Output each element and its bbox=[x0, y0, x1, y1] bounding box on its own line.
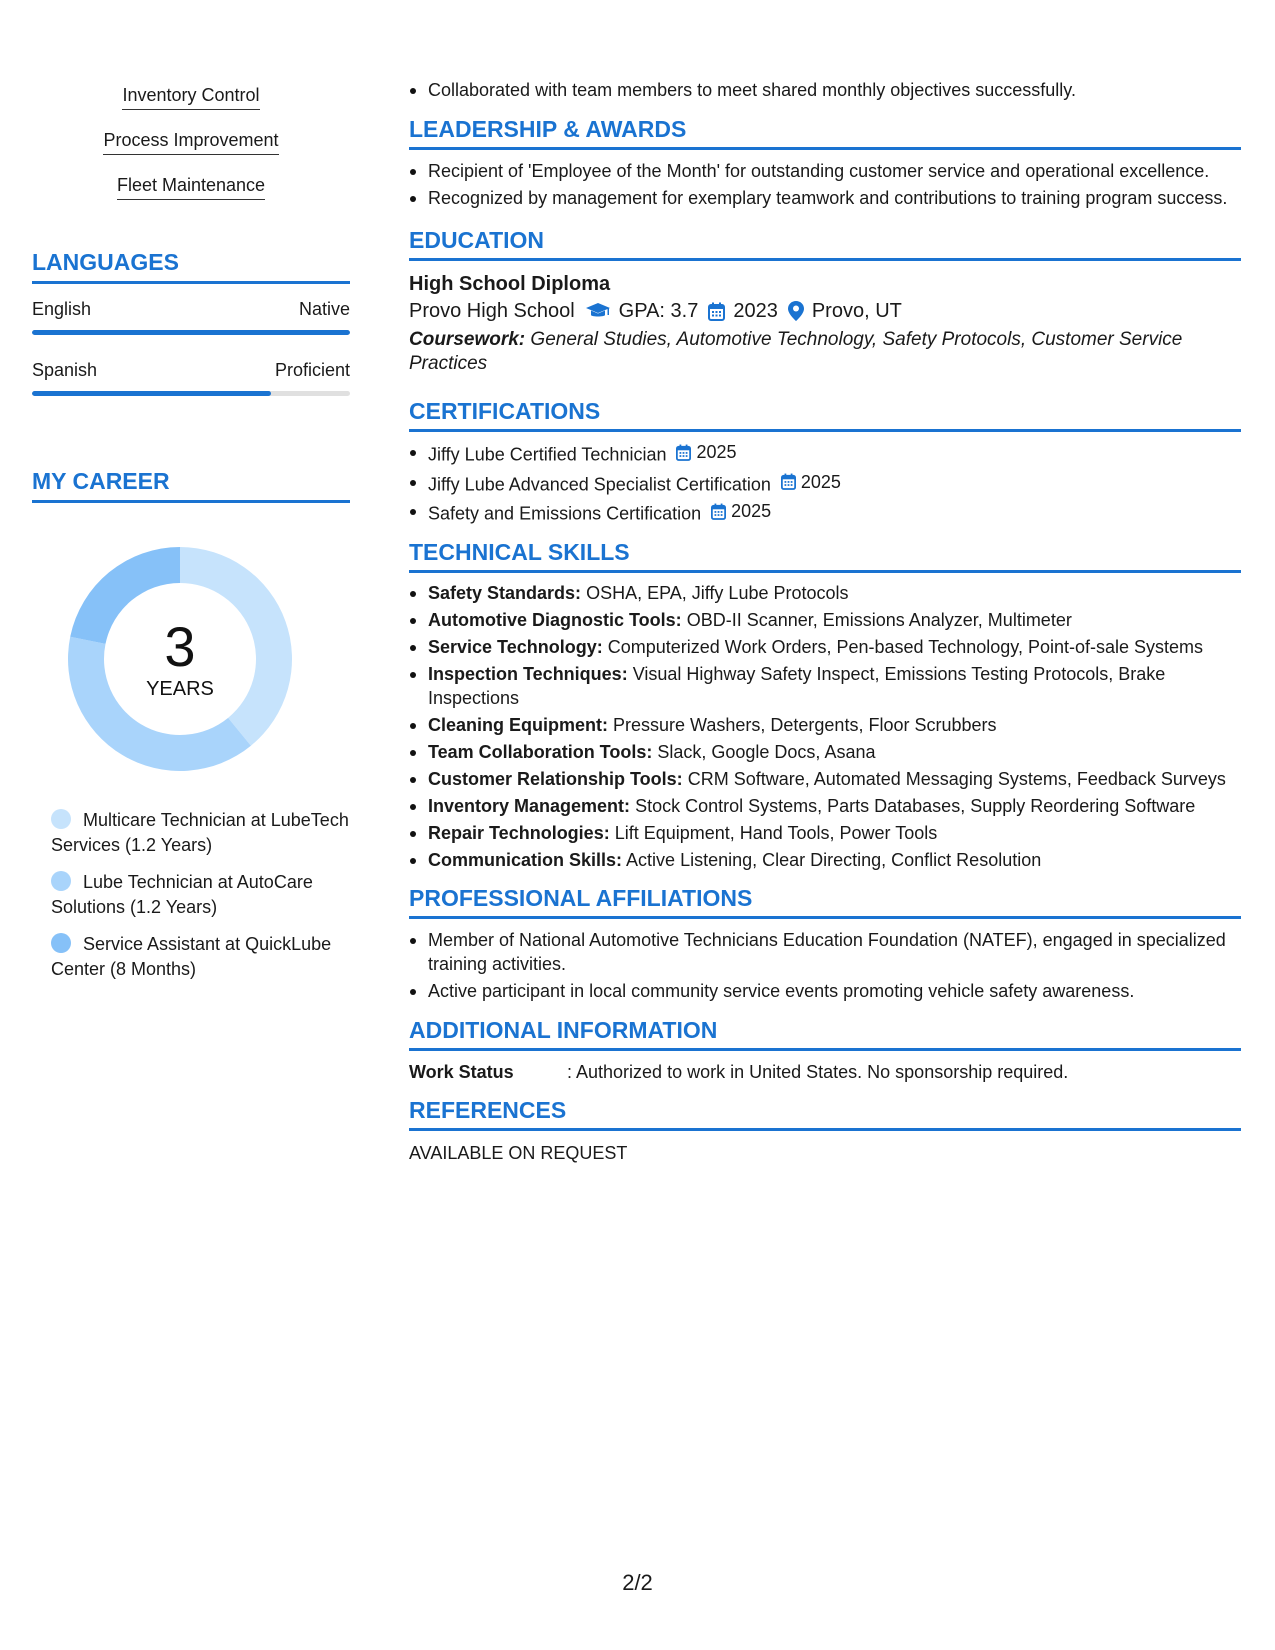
page-number: 2/2 bbox=[622, 1570, 653, 1595]
legend-label: Service Assistant at QuickLube Center (8 Months) bbox=[51, 934, 332, 979]
skill-list bbox=[32, 84, 350, 219]
references-text: AVAILABLE ON REQUEST bbox=[409, 1142, 628, 1163]
career-legend-item bbox=[51, 932, 351, 982]
list-item bbox=[409, 794, 1241, 818]
language-english bbox=[32, 298, 350, 335]
list-item bbox=[409, 662, 1241, 710]
school-name: Provo High School bbox=[409, 300, 575, 322]
list-item bbox=[409, 848, 1241, 872]
calendar-icon bbox=[676, 444, 691, 461]
list-item: Active participant in local community service events promoting vehicle safety awareness. bbox=[409, 979, 1241, 1003]
career-section bbox=[32, 468, 350, 982]
calendar-icon bbox=[711, 503, 726, 520]
left-column bbox=[32, 84, 350, 994]
skill-label: Cleaning Equipment: bbox=[428, 714, 608, 735]
list-item bbox=[409, 767, 1241, 791]
skill-label: Communication Skills: bbox=[428, 849, 623, 870]
skill-label: Repair Technologies: bbox=[428, 822, 610, 843]
graduation-year: 2023 bbox=[733, 300, 778, 322]
list-item: Recognized by management for exemplary teamwork and contributions to training program success. bbox=[409, 186, 1241, 210]
language-level: Native bbox=[298, 299, 350, 319]
coursework bbox=[409, 328, 1241, 376]
work-status-value: : Authorized to work in United States. No sponsorship required. bbox=[567, 1061, 1069, 1082]
skill-item: Process Improvement bbox=[103, 129, 278, 155]
list-item bbox=[409, 608, 1241, 632]
career-years-label: YEARS bbox=[146, 677, 214, 700]
skill-value: Stock Control Systems, Parts Databases, Supply Reordering Software bbox=[635, 795, 1196, 816]
skill-label: Safety Standards: bbox=[428, 582, 582, 603]
career-legend-item bbox=[51, 870, 351, 920]
leadership-list bbox=[409, 159, 1241, 210]
skill-label: Service Technology: bbox=[428, 636, 603, 657]
cert-year: 2025 bbox=[696, 442, 737, 462]
cert-year: 2025 bbox=[731, 501, 772, 521]
education-meta bbox=[409, 297, 1241, 325]
career-years-number: 3 bbox=[164, 614, 196, 678]
affiliations-list bbox=[409, 928, 1241, 1003]
language-spanish bbox=[32, 359, 350, 396]
skill-value: Active Listening, Clear Directing, Conflict Resolution bbox=[626, 849, 1042, 870]
list-item bbox=[409, 713, 1241, 737]
skill-label: Inventory Management: bbox=[428, 795, 631, 816]
languages-section bbox=[32, 249, 350, 396]
calendar-icon bbox=[708, 302, 725, 321]
skill-label: Customer Relationship Tools: bbox=[428, 768, 683, 789]
cert-name: Safety and Emissions Certification bbox=[428, 503, 702, 524]
skill-value: Visual Highway Safety Inspect, Emissions Testing Protocols, Brake Inspections bbox=[428, 663, 1166, 708]
career-legend-item bbox=[51, 808, 351, 858]
work-status-label: Work Status bbox=[409, 1061, 514, 1082]
skill-value: Pressure Washers, Detergents, Floor Scrubbers bbox=[613, 714, 997, 735]
list-item bbox=[409, 499, 1241, 526]
list-item bbox=[409, 581, 1241, 605]
certifications-heading: CERTIFICATIONS bbox=[409, 398, 1241, 432]
skill-value: Lift Equipment, Hand Tools, Power Tools bbox=[614, 822, 938, 843]
legend-dot bbox=[51, 933, 71, 953]
legend-dot bbox=[51, 871, 71, 891]
language-level: Proficient bbox=[274, 360, 350, 380]
skill-value: Slack, Google Docs, Asana bbox=[657, 741, 876, 762]
language-bar-fill bbox=[32, 391, 271, 396]
cert-name: Jiffy Lube Advanced Specialist Certification bbox=[428, 474, 771, 494]
skill-value: OBD-II Scanner, Emissions Analyzer, Multimeter bbox=[686, 609, 1072, 630]
degree-title: High School Diploma bbox=[409, 273, 611, 295]
language-name: Spanish bbox=[32, 360, 98, 380]
language-bar bbox=[32, 330, 350, 335]
experience-tail-list bbox=[409, 78, 1241, 102]
work-status-row bbox=[409, 1060, 1241, 1084]
list-item bbox=[409, 740, 1241, 764]
skill-label: Inspection Techniques: bbox=[428, 663, 628, 684]
references-heading: REFERENCES bbox=[409, 1097, 1241, 1131]
skill-label: Team Collaboration Tools: bbox=[428, 741, 653, 762]
language-name: English bbox=[32, 299, 92, 319]
affiliations-heading: PROFESSIONAL AFFILIATIONS bbox=[409, 885, 1241, 919]
technical-skills-list bbox=[409, 581, 1241, 872]
legend-label: Lube Technician at AutoCare Solutions (1.2 Years) bbox=[51, 872, 313, 917]
list-item: Recipient of 'Employee of the Month' for outstanding customer service and operational excellence. bbox=[409, 159, 1241, 183]
cert-name: Jiffy Lube Certified Technician bbox=[428, 444, 667, 465]
legend-dot bbox=[51, 809, 71, 829]
education-heading: EDUCATION bbox=[409, 227, 1241, 261]
school-location: Provo, UT bbox=[811, 300, 902, 322]
skill-value: OSHA, EPA, Jiffy Lube Protocols bbox=[586, 582, 849, 603]
graduation-cap-icon bbox=[585, 302, 611, 320]
language-bar bbox=[32, 391, 350, 396]
list-item bbox=[409, 440, 1241, 467]
language-bar-fill bbox=[32, 330, 350, 335]
certifications-list bbox=[409, 440, 1241, 526]
cert-year: 2025 bbox=[800, 471, 841, 492]
location-pin-icon bbox=[788, 301, 804, 321]
career-heading: MY CAREER bbox=[32, 468, 350, 503]
career-donut bbox=[65, 544, 295, 774]
skill-item: Fleet Maintenance bbox=[117, 174, 265, 200]
skill-value: Computerized Work Orders, Pen-based Technology, Point-of-sale Systems bbox=[607, 636, 1203, 657]
gpa: GPA: 3.7 bbox=[618, 300, 699, 322]
skill-item: Inventory Control bbox=[122, 84, 259, 110]
technical-skills-heading: TECHNICAL SKILLS bbox=[409, 539, 1241, 573]
list-item: Member of National Automotive Technicians Education Foundation (NATEF), engaged in specialized training activities. bbox=[409, 928, 1241, 976]
languages-heading: LANGUAGES bbox=[32, 249, 350, 284]
skill-label: Automotive Diagnostic Tools: bbox=[428, 609, 682, 630]
calendar-icon bbox=[781, 473, 796, 490]
coursework-text: General Studies, Automotive Technology, Safety Protocols, Customer Service Practices bbox=[409, 329, 1183, 374]
list-item: Collaborated with team members to meet shared monthly objectives successfully. bbox=[409, 78, 1241, 102]
list-item bbox=[409, 635, 1241, 659]
right-column bbox=[409, 78, 1241, 1165]
list-item bbox=[409, 821, 1241, 845]
legend-label: Multicare Technician at LubeTech Services (1.2 Years) bbox=[51, 810, 349, 855]
leadership-heading: LEADERSHIP & AWARDS bbox=[409, 116, 1241, 150]
skill-value: CRM Software, Automated Messaging Systems, Feedback Surveys bbox=[687, 768, 1226, 789]
list-item bbox=[409, 470, 1241, 497]
additional-info-heading: ADDITIONAL INFORMATION bbox=[409, 1017, 1241, 1051]
career-legend bbox=[51, 808, 351, 982]
coursework-label: Coursework: bbox=[409, 329, 526, 350]
